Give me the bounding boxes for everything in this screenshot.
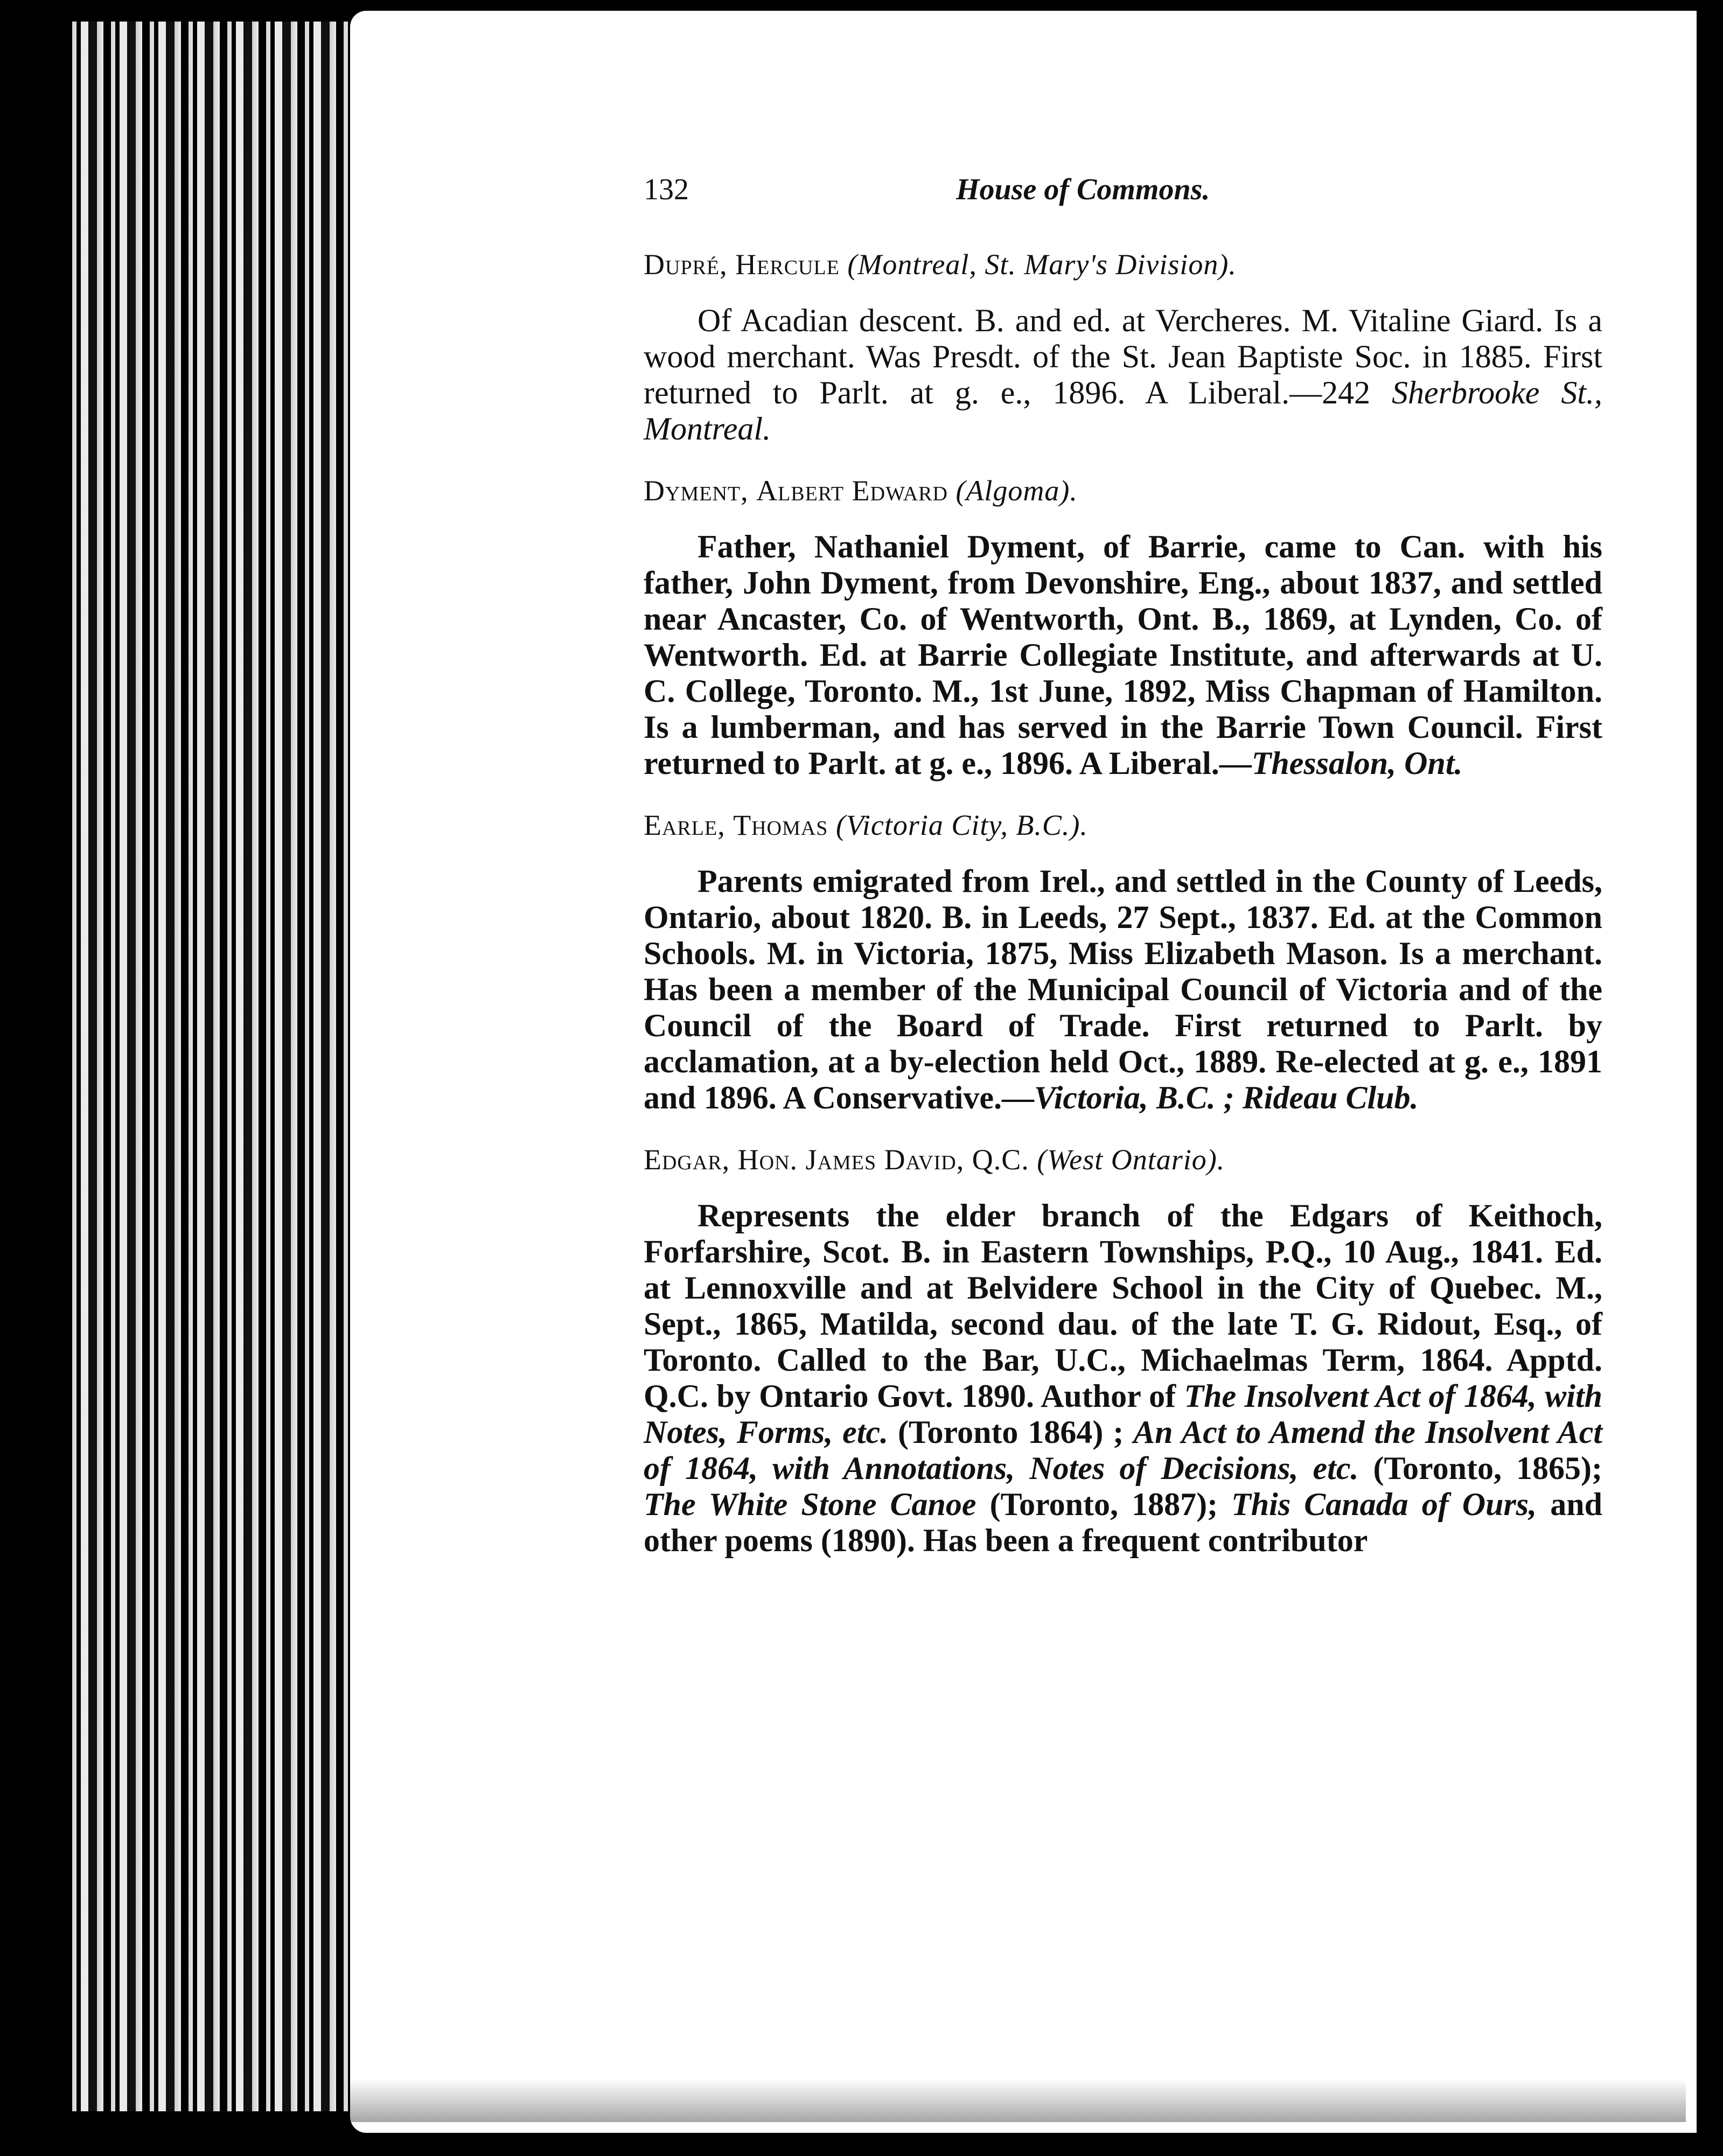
book-title: The Insolvent Act of 1864, with Notes, Forms, etc. xyxy=(644,1378,1602,1450)
entry-body-text: Father, Nathaniel Dyment, of Barrie, came to Can. with his father, John Dyment, from Devonshire, Eng., about 1837, and settled near Ancaster, Co. of Wentworth, Ont. B., 1869, at Lynden, Co. of Wentworth. Ed. at Barrie Collegiate Institute, and afterwards at U. C. College, Toronto. M., 1st June, 1892, Miss Chapman of Hamilton. Is a lumberman, and has served in the Barrie Town Council. First returned to Parlt. at g. e., 1896. A Liberal.— xyxy=(644,529,1602,781)
entry-constituency: (Montreal, St. Mary's Division). xyxy=(847,248,1237,281)
book-title: An Act to Amend the Insolvent Act of 1864, with Annotations, Notes of Decisions, etc. xyxy=(644,1414,1602,1486)
page-text-block xyxy=(644,172,1602,1559)
entry-constituency: (Algoma). xyxy=(955,475,1078,507)
book-title: The White Stone Canoe xyxy=(644,1487,976,1522)
entry-body xyxy=(644,303,1602,447)
entry-surname: Dupré, xyxy=(644,248,728,281)
entry-address: Sherbrooke St., Montreal. xyxy=(644,375,1602,446)
entry-constituency: (Victoria City, B.C.). xyxy=(835,809,1088,841)
entry-heading xyxy=(644,1143,1602,1176)
entry-surname: Dyment, xyxy=(644,475,749,507)
entry-dyment xyxy=(644,474,1602,782)
entry-address: Victoria, B.C. ; Rideau Club. xyxy=(1034,1080,1419,1115)
entry-body-text: Represents the elder branch of the Edgars of Keithoch, Forfarshire, Scot. B. in Eastern Townships, P.Q., 10 Aug., 1841. Ed. at Lennoxville and at Belvidere School in the City of Quebec. M., Sept., 1865, Matilda, second dau. of the late T. G. Ridout, Esq., of Toronto. Called to the Bar, U.C., Michaelmas Term, 1864. Apptd. Q.C. by Ontario Govt. 1890. Author of xyxy=(644,1198,1602,1414)
entry-body xyxy=(644,529,1602,782)
page-bottom-shadow xyxy=(350,2079,1686,2122)
entry-earle xyxy=(644,808,1602,1116)
entry-surname: Earle, xyxy=(644,809,726,841)
entry-heading xyxy=(644,474,1602,507)
book-title: This Canada of Ours, xyxy=(1231,1487,1537,1522)
entry-body-text: (Toronto, 1887); xyxy=(976,1487,1232,1522)
entry-body xyxy=(644,863,1602,1116)
entry-body xyxy=(644,1198,1602,1559)
book-page-edges xyxy=(65,22,366,2111)
page-number: 132 xyxy=(644,173,689,206)
entry-heading xyxy=(644,808,1602,842)
entry-given-names: Hercule xyxy=(735,248,840,281)
entry-body-text: and other poems (1890). Has been a frequent contributor xyxy=(644,1487,1602,1558)
entry-given-names: Albert Edward xyxy=(756,475,948,507)
entry-body-text: Parents emigrated from Irel., and settled in the County of Leeds, Ontario, about 1820. B. in Leeds, 27 Sept., 1837. Ed. at the Common Schools. M. in Victoria, 1875, Miss Elizabeth Mason. Is a merchant. Has been a member of the Municipal Council of Victoria and of the Council of the Board of Trade. First returned to Parlt. by acclamation, at a by-election held Oct., 1889. Re-elected at g. e., 1891 and 1896. A Conservative.— xyxy=(644,863,1602,1115)
entry-body-text: Of Acadian descent. B. and ed. at Vercheres. M. Vitaline Giard. Is a wood merchant. Was Presdt. of the St. Jean Baptiste Soc. in 1885. First returned to Parlt. at g. e., 1896. A Liberal.—242 xyxy=(644,303,1602,410)
entry-heading xyxy=(644,248,1602,281)
entry-body-text: (Toronto, 1865); xyxy=(1358,1450,1602,1486)
entry-surname: Edgar, xyxy=(644,1143,730,1176)
entry-given-names: Hon. James David, Q.C. xyxy=(737,1143,1029,1176)
entry-given-names: Thomas xyxy=(733,809,828,841)
entry-edgar xyxy=(644,1143,1602,1559)
entry-constituency: (West Ontario). xyxy=(1037,1143,1225,1176)
entry-address: Thessalon, Ont. xyxy=(1251,745,1463,781)
running-head xyxy=(644,172,1602,221)
entry-dupre xyxy=(644,248,1602,447)
running-title: House of Commons. xyxy=(956,173,1210,206)
entry-body-text: (Toronto 1864) ; xyxy=(888,1414,1134,1450)
